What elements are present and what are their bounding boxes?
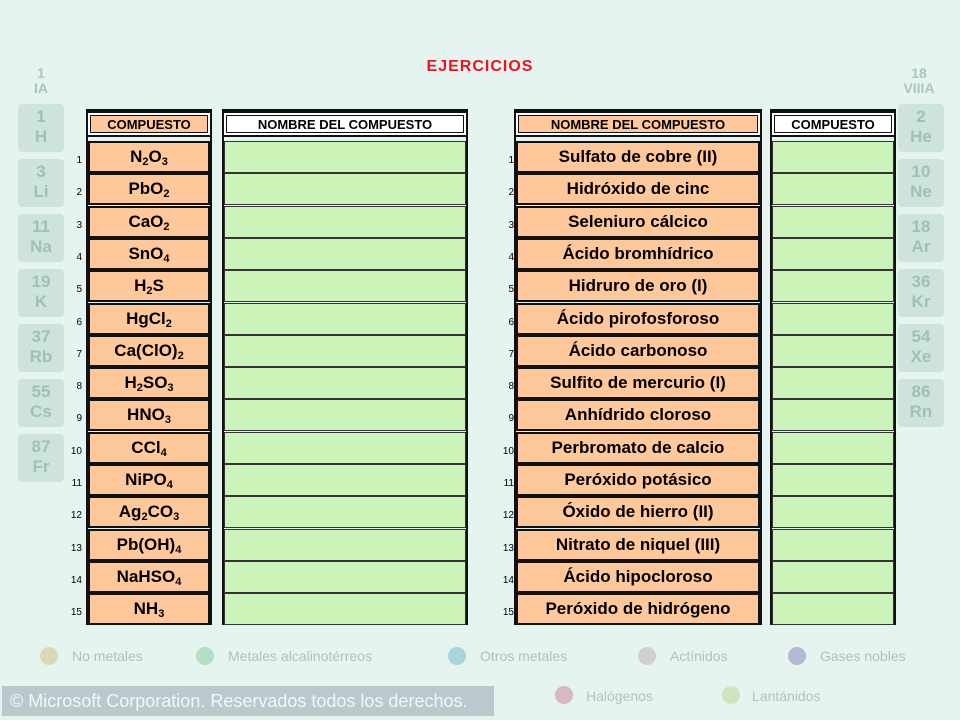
formula-subscript: 3: [158, 608, 165, 620]
row-number-right: 2: [508, 187, 514, 198]
formula-subscript: 3: [161, 156, 168, 168]
header-label: NOMBRE DEL COMPUESTO: [518, 115, 758, 133]
row-number-right: 14: [502, 575, 514, 586]
answer-formula-field[interactable]: [772, 399, 894, 431]
element-cell: 36 Kr: [898, 269, 944, 317]
legend-label: Actínidos: [670, 648, 728, 664]
legend-label: No metales: [72, 648, 143, 664]
formula-subscript: 2: [163, 221, 170, 233]
row-number-left: 7: [76, 349, 82, 360]
element-cell: 10 Ne: [898, 159, 944, 207]
answer-formula-field[interactable]: [772, 367, 894, 399]
row-number-right: 10: [502, 446, 514, 457]
formula-cell: [88, 464, 210, 496]
formula-cell: [88, 432, 210, 464]
row-number-right: 15: [502, 607, 514, 618]
answer-name-field[interactable]: [224, 141, 466, 173]
compound-name-cell: Ácido bromhídrico: [516, 238, 760, 270]
element-cell: 55 Cs: [18, 379, 64, 427]
row-number-right: 11: [503, 478, 514, 489]
row-number-right: 13: [502, 543, 514, 554]
formula-text: HgCl: [126, 309, 166, 328]
answer-name-field[interactable]: [224, 238, 466, 270]
legend-dot: [196, 647, 214, 665]
formula-text: Ag: [118, 502, 142, 521]
formula-text: S: [152, 276, 164, 295]
answer-name-field[interactable]: [224, 303, 466, 335]
answer-formula-field[interactable]: [772, 173, 894, 205]
element-cell: 54 Xe: [898, 324, 944, 372]
formula-subscript: 3: [173, 511, 180, 523]
row-number-left: 1: [76, 155, 82, 166]
legend-dot: [40, 647, 58, 665]
formula-text: Ca(ClO): [114, 341, 178, 360]
row-number-right: 1: [508, 155, 514, 166]
compound-name-cell: Sulfato de cobre (II): [516, 141, 760, 173]
formula-subscript: 2: [141, 511, 148, 523]
answer-formula-field[interactable]: [772, 529, 894, 561]
formula-cell: [88, 303, 210, 335]
answer-formula-field[interactable]: [772, 593, 894, 625]
formula-cell: [88, 173, 210, 205]
row-number-left: 4: [76, 252, 82, 263]
answer-name-field[interactable]: [224, 464, 466, 496]
formula-text: O: [148, 147, 162, 166]
row-number-left: 15: [70, 607, 82, 618]
element-cell: 37 Rb: [18, 324, 64, 372]
copyright-notice: © Microsoft Corporation. Reservados todos los derechos.: [2, 686, 494, 716]
element-cell: 1 H: [18, 104, 64, 152]
page-title: EJERCICIOS: [426, 58, 534, 75]
header-compuesto-left: [86, 111, 212, 137]
answer-name-field[interactable]: [224, 335, 466, 367]
formula-subscript: 4: [175, 544, 182, 556]
legend-dot: [448, 647, 466, 665]
formula-text: NaHSO: [116, 567, 176, 586]
row-number-left: 3: [76, 220, 82, 231]
compound-name-cell: Seleniuro cálcico: [516, 206, 760, 238]
legend-dot: [638, 647, 656, 665]
element-cell: 11 Na: [18, 214, 64, 262]
answer-formula-field[interactable]: [772, 270, 894, 302]
header-nombre-left: [222, 111, 468, 137]
formula-text: CaO: [128, 212, 164, 231]
legend-label: Metales alcalinotérreos: [228, 648, 372, 664]
row-number-left: 2: [76, 187, 82, 198]
formula-subscript: 3: [167, 382, 174, 394]
compound-name-cell: Perbromato de calcio: [516, 432, 760, 464]
answer-name-field[interactable]: [224, 496, 466, 528]
answer-formula-field[interactable]: [772, 561, 894, 593]
answer-formula-field[interactable]: [772, 464, 894, 496]
header-label: NOMBRE DEL COMPUESTO: [226, 115, 464, 133]
header-nombre-right: [514, 111, 762, 137]
compound-name-cell: Peróxido de hidrógeno: [516, 593, 760, 625]
formula-cell: [88, 141, 210, 173]
row-number-left: 11: [71, 478, 82, 489]
compound-name-cell: Ácido hipocloroso: [516, 561, 760, 593]
formula-text: H: [124, 373, 137, 392]
row-number-right: 7: [508, 349, 514, 360]
compound-name-cell: Hidróxido de cinc: [516, 173, 760, 205]
compound-name-cell: Óxido de hierro (II): [516, 496, 760, 528]
formula-cell: [88, 496, 210, 528]
formula-subscript: 4: [163, 253, 170, 265]
row-number-left: 10: [70, 446, 82, 457]
row-number-right: 3: [508, 220, 514, 231]
formula-cell: [88, 399, 210, 431]
group-1-header: 1 IA: [34, 65, 48, 96]
answer-name-field[interactable]: [224, 399, 466, 431]
formula-cell: [88, 593, 210, 625]
formula-subscript: 2: [136, 382, 143, 394]
element-cell: 86 Rn: [898, 379, 944, 427]
answer-formula-field[interactable]: [772, 303, 894, 335]
row-number-left: 13: [70, 543, 82, 554]
legend-dot-lantanidos: [722, 686, 740, 704]
formula-cell: [88, 529, 210, 561]
answer-formula-field[interactable]: [772, 496, 894, 528]
header-compuesto-right: [770, 111, 896, 137]
formula-subscript: 2: [163, 188, 170, 200]
formula-text: HNO: [127, 405, 165, 424]
element-cell: 19 K: [18, 269, 64, 317]
formula-text: CO: [147, 502, 174, 521]
answer-name-field[interactable]: [224, 270, 466, 302]
formula-subscript: 4: [175, 576, 182, 588]
formula-cell: [88, 238, 210, 270]
legend-label-lantanidos: Lantánidos: [752, 688, 821, 704]
formula-text: N: [130, 147, 143, 166]
formula-text: H: [134, 276, 147, 295]
formula-cell: [88, 561, 210, 593]
formula-cell: [88, 270, 210, 302]
formula-text: Pb(OH): [116, 535, 176, 554]
row-number-right: 4: [508, 252, 514, 263]
formula-subscript: 4: [166, 479, 173, 491]
header-label: COMPUESTO: [90, 115, 208, 133]
formula-text: PbO: [128, 179, 164, 198]
row-number-left: 8: [76, 381, 82, 392]
answer-name-field[interactable]: [224, 529, 466, 561]
legend-label-halogenos: Halógenos: [586, 688, 653, 704]
group-18-header: 18 VIIIA: [903, 65, 935, 96]
row-number-left: 9: [76, 413, 82, 424]
row-number-left: 12: [70, 510, 82, 521]
formula-subscript: 2: [177, 350, 184, 362]
formula-subscript: 2: [146, 285, 153, 297]
formula-text: NiPO: [125, 470, 167, 489]
formula-subscript: 2: [142, 156, 149, 168]
row-number-right: 12: [502, 510, 514, 521]
legend-dot-halogenos: [555, 686, 573, 704]
formula-text: CCl: [131, 438, 161, 457]
answer-name-field[interactable]: [224, 432, 466, 464]
row-number-right: 5: [508, 284, 514, 295]
compound-name-cell: Peróxido potásico: [516, 464, 760, 496]
compound-name-cell: Anhídrido cloroso: [516, 399, 760, 431]
answer-formula-field[interactable]: [772, 206, 894, 238]
answer-name-field[interactable]: [224, 206, 466, 238]
compound-name-cell: Ácido carbonoso: [516, 335, 760, 367]
formula-cell: [88, 206, 210, 238]
row-number-right: 9: [508, 413, 514, 424]
formula-cell: [88, 335, 210, 367]
answer-name-field[interactable]: [224, 367, 466, 399]
answer-name-field[interactable]: [224, 173, 466, 205]
element-cell: 2 He: [898, 104, 944, 152]
compound-name-cell: Hidruro de oro (I): [516, 270, 760, 302]
answer-formula-field[interactable]: [772, 238, 894, 270]
formula-text: SO: [142, 373, 168, 392]
answer-formula-field[interactable]: [772, 432, 894, 464]
row-number-left: 5: [76, 284, 82, 295]
legend-dot: [788, 647, 806, 665]
legend-label: Otros metales: [480, 648, 568, 664]
header-label: COMPUESTO: [774, 115, 892, 133]
element-cell: 87 Fr: [18, 434, 64, 482]
formula-subscript: 2: [165, 318, 172, 330]
element-cell: 3 Li: [18, 159, 64, 207]
element-legend: [0, 640, 960, 676]
element-cell: 18 Ar: [898, 214, 944, 262]
answer-formula-field[interactable]: [772, 141, 894, 173]
row-number-left: 6: [76, 317, 82, 328]
formula-cell: [88, 367, 210, 399]
row-number-right: 6: [508, 317, 514, 328]
compound-name-cell: Sulfito de mercurio (I): [516, 367, 760, 399]
row-number-right: 8: [508, 381, 514, 392]
compound-name-cell: Ácido pirofosforoso: [516, 303, 760, 335]
answer-name-field[interactable]: [224, 593, 466, 625]
legend-label: Gases nobles: [820, 648, 906, 664]
formula-subscript: 3: [164, 414, 171, 426]
answer-name-field[interactable]: [224, 561, 466, 593]
row-number-left: 14: [70, 575, 82, 586]
answer-formula-field[interactable]: [772, 335, 894, 367]
formula-text: NH: [133, 599, 159, 618]
compound-name-cell: Nitrato de niquel (III): [516, 529, 760, 561]
formula-subscript: 4: [160, 447, 167, 459]
formula-text: SnO: [128, 244, 164, 263]
